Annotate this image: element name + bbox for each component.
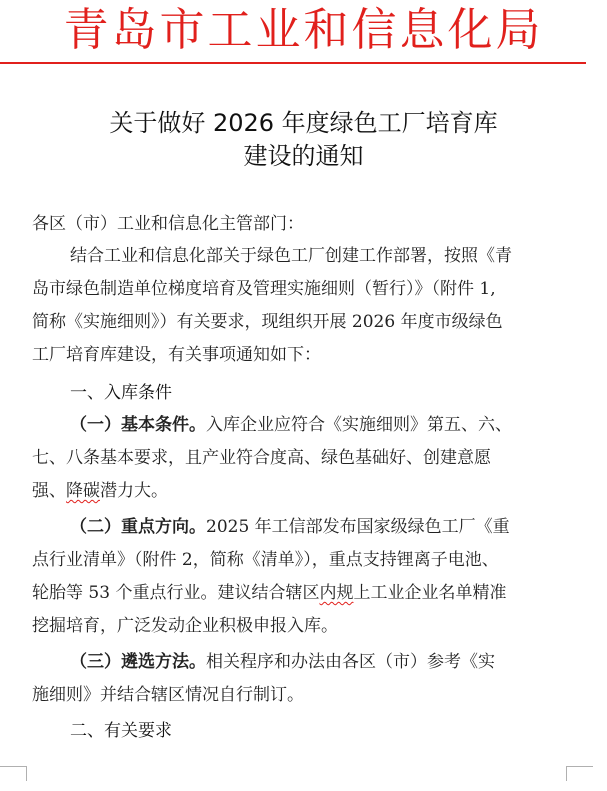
item-2-text: 2025 年工信部发布国家级绿色工厂《重 (206, 517, 510, 537)
item-1-line-3-prefix: 强、 (32, 481, 66, 501)
item-3-line-1 (70, 649, 495, 675)
item-3-text: 相关程序和办法由各区（市）参考《实 (206, 652, 495, 672)
header-red-rule (0, 62, 586, 64)
spellcheck-flag[interactable]: 降碳 (66, 481, 100, 501)
item-3-line-2: 施细则》并结合辖区情况自行制订。 (32, 685, 304, 705)
section-2-heading: 二、有关要求 (70, 721, 172, 741)
agency-header: 青岛市工业和信息化局 (63, 3, 544, 56)
spellcheck-flag[interactable]: 内规 (319, 583, 354, 603)
item-2-line-2: 点行业清单》（附件 2，简称《清单》），重点支持锂离子电池、 (32, 550, 499, 570)
intro-line-3: 简称《实施细则》）有关要求，现组织开展 2026 年度市级绿色 (32, 312, 503, 332)
item-1-line-1 (70, 412, 512, 438)
section-1-heading: 一、入库条件 (70, 383, 172, 403)
item-2-label: （二）重点方向。 (70, 517, 206, 537)
item-1-line-3-suffix: 潜力大。 (100, 481, 168, 501)
margin-corner-mark-right (566, 766, 593, 781)
salutation: 各区（市）工业和信息化主管部门： (32, 214, 304, 234)
item-2-line-4: 挖掘培育，广泛发动企业积极申报入库。 (32, 616, 338, 636)
item-1-line-3 (32, 478, 168, 504)
margin-corner-mark-left (0, 766, 27, 781)
intro-line-4: 工厂培育库建设，有关事项通知如下： (32, 345, 321, 365)
document-title-line-1: 关于做好 2026 年度绿色工厂培育库 (109, 109, 498, 137)
item-2-line-3-suffix: 上工业企业名单精准 (353, 583, 507, 603)
item-1-label: （一）基本条件。 (70, 415, 206, 435)
item-1-text: 入库企业应符合《实施细则》第五、六、 (206, 415, 512, 435)
item-2-line-1 (70, 514, 510, 540)
item-2-line-3 (32, 580, 506, 606)
item-2-line-3-prefix: 轮胎等 53 个重点行业。建议结合辖区 (32, 583, 320, 603)
document-title-line-2: 建设的通知 (243, 142, 364, 170)
item-3-label: （三）遴选方法。 (70, 652, 206, 672)
item-1-line-2: 七、八条基本要求，且产业符合度高、绿色基础好、创建意愿 (32, 448, 491, 468)
intro-line-1: 结合工业和信息化部关于绿色工厂创建工作部署，按照《青 (70, 246, 512, 266)
intro-line-2: 岛市绿色制造单位梯度培育及管理实施细则（暂行）》（附件 1, (32, 279, 496, 299)
